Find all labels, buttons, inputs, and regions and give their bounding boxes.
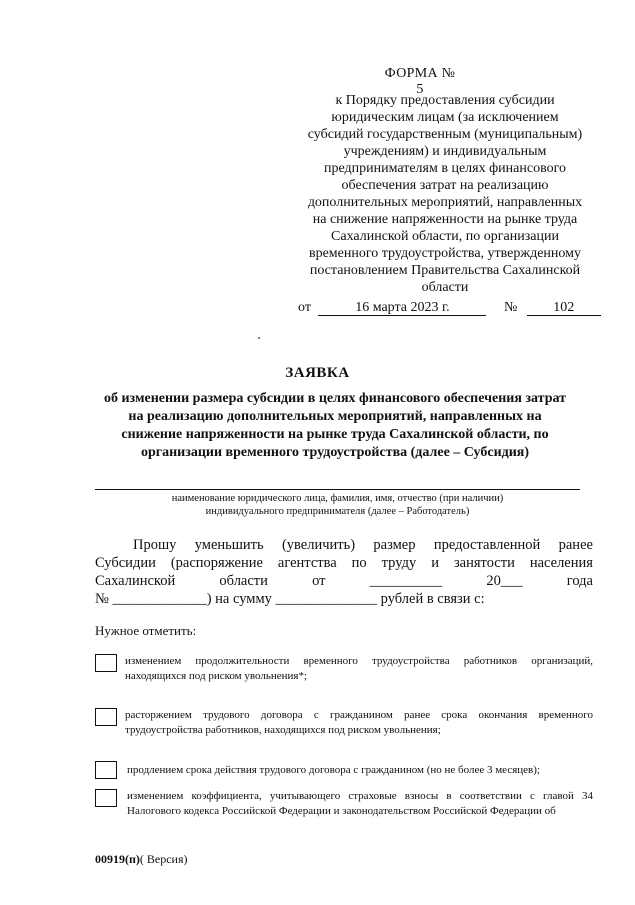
option-checkbox-duration[interactable] bbox=[95, 654, 117, 672]
word: года bbox=[566, 573, 593, 589]
appendix-line: дополнительных мероприятий, направленных bbox=[307, 195, 583, 210]
appendix-line: Сахалинской области, по организации bbox=[331, 229, 559, 244]
word: Субсидии bbox=[95, 555, 156, 571]
word: населения bbox=[529, 555, 593, 571]
document-footer bbox=[95, 852, 188, 867]
year-blank[interactable]: 20___ bbox=[486, 573, 523, 589]
word: размер bbox=[373, 537, 416, 553]
word: Прошу bbox=[133, 537, 177, 553]
employer-name-caption bbox=[95, 492, 580, 518]
word: (увеличить) bbox=[281, 537, 356, 553]
request-line-4: № _____________) на сумму ______________ рублей в связи с: bbox=[95, 591, 485, 607]
appendix-line: юридическим лицам (за исключением bbox=[331, 110, 559, 125]
option-checkbox-extension[interactable] bbox=[95, 761, 117, 779]
appendix-line: предпринимателям в целях финансового bbox=[324, 161, 566, 176]
word: агентства bbox=[277, 555, 337, 571]
appendix-line: временного трудоустройства, утвержденному bbox=[308, 246, 581, 261]
caption-line: наименование юридического лица, фамилия, имя, отчество (при наличии) bbox=[171, 493, 504, 504]
appendix-line: субсидий государственным (муниципальным) bbox=[307, 127, 583, 142]
word: области bbox=[219, 573, 268, 589]
resolution-date: 16 марта 2023 г. bbox=[318, 300, 486, 316]
word: Сахалинской bbox=[95, 573, 176, 589]
option-checkbox-coefficient[interactable] bbox=[95, 789, 117, 807]
request-line-1 bbox=[133, 536, 593, 554]
option-text-coefficient: изменением коэффициента, учитывающего страховые взносы в соответствии с главой 34 Налогового кодекса Российской Федерации и законодательством Российской Федерации об bbox=[127, 790, 593, 817]
document-code: 00919(п) bbox=[95, 852, 140, 866]
option-text-duration: изменением продолжительности временного трудоустройства работников организаций, находящихся под риском увольнения*; bbox=[125, 655, 593, 682]
request-line-2 bbox=[95, 554, 593, 572]
subtitle-line: организации временного трудоустройства (далее – Субсидия) bbox=[140, 445, 530, 460]
note-label: Нужное отметить: bbox=[95, 623, 197, 638]
word: и bbox=[431, 555, 439, 571]
subtitle-line: об изменении размера субсидии в целях финансового обеспечения затрат bbox=[103, 391, 567, 406]
application-subtitle bbox=[70, 390, 600, 462]
date-prefix: от bbox=[298, 300, 311, 315]
word: по bbox=[351, 555, 367, 571]
appendix-line: области bbox=[421, 280, 469, 295]
option-text-extension: продлением срока действия трудового договора с гражданином (но не более 3 месяцев); bbox=[127, 764, 540, 776]
word: труду bbox=[381, 555, 417, 571]
subtitle-line: снижение напряженности на рынке труда Сахалинской области, по bbox=[121, 427, 549, 442]
form-number-title: ФОРМА № 5 bbox=[384, 66, 456, 97]
appendix-line: к Порядку предоставления субсидии bbox=[335, 93, 555, 108]
appendix-line: постановлением Правительства Сахалинской bbox=[309, 263, 581, 278]
request-line-3 bbox=[95, 572, 593, 590]
caption-line: индивидуального предпринимателя (далее – Работодатель) bbox=[205, 506, 470, 517]
option-text-termination: расторжением трудового договора с гражданином ранее срока окончания временного трудоустройства работников, находящихся под риском увольнения; bbox=[125, 709, 593, 736]
distribution-date-blank[interactable]: __________ bbox=[369, 573, 443, 589]
word: ранее bbox=[558, 537, 593, 553]
option-checkbox-termination[interactable] bbox=[95, 708, 117, 726]
appendix-line: учреждениям) и индивидуальным bbox=[343, 144, 547, 159]
form-appendix-text bbox=[290, 92, 600, 296]
appendix-line: обеспечения затрат на реализацию bbox=[341, 178, 549, 193]
resolution-date-line bbox=[298, 300, 598, 316]
appendix-line: на снижение напряженности на рынке труда bbox=[312, 212, 578, 227]
word: занятости bbox=[453, 555, 515, 571]
number-sign: № bbox=[503, 300, 518, 315]
word: от bbox=[312, 573, 326, 589]
subtitle-line: на реализацию дополнительных мероприятий, направленных на bbox=[128, 409, 542, 424]
employer-name-field[interactable] bbox=[95, 489, 580, 490]
word: (распоряжение bbox=[170, 555, 263, 571]
resolution-number: 102 bbox=[527, 300, 601, 316]
document-version: ( Версия) bbox=[139, 852, 188, 866]
word: уменьшить bbox=[194, 537, 264, 553]
word: предоставленной bbox=[433, 537, 541, 553]
application-title: ЗАЯВКА bbox=[285, 365, 350, 381]
scan-speck bbox=[258, 337, 260, 339]
